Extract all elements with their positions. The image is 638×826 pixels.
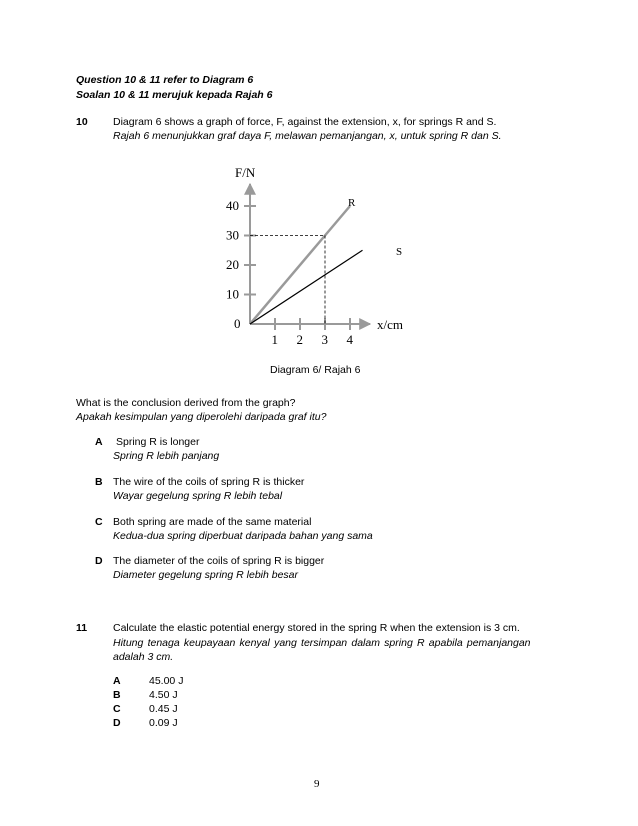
x-tick-label: 3 xyxy=(321,332,328,347)
y-tick-label: 20 xyxy=(226,257,239,272)
series-label-S: S xyxy=(396,246,403,258)
q10-question-my: Apakah kesimpulan yang diperolehi daripada graf itu? xyxy=(76,411,327,423)
q10-question-en: What is the conclusion derived from the graph? xyxy=(76,397,296,409)
diagram-caption: Diagram 6/ Rajah 6 xyxy=(270,364,361,376)
q11-option-letter: C xyxy=(113,703,121,715)
series-line-R xyxy=(250,206,350,324)
x-tick-label: 2 xyxy=(296,332,303,347)
y-tick-label: 30 xyxy=(226,227,239,243)
x-axis-label: x/cm xyxy=(377,317,403,332)
q10-option-my: Spring R lebih panjang xyxy=(113,450,220,462)
y-tick-label: 10 xyxy=(226,286,239,302)
q11-option-value: 45.00 J xyxy=(149,675,184,687)
q11-option-letter: B xyxy=(113,689,121,701)
force-extension-graph xyxy=(220,160,420,350)
page-number: 9 xyxy=(314,778,320,790)
q11-text-my-1: Hitung tenaga keupayaan kenyal yang tersimpan dalam spring R apabila pemanjangan xyxy=(113,637,531,649)
y-tick-label: 40 xyxy=(226,198,239,213)
q10-option-en: Spring R is longer xyxy=(116,436,200,448)
series-line-S xyxy=(250,250,363,324)
q10-text-en: Diagram 6 shows a graph of force, F, against the extension, x, for springs R and S. xyxy=(113,116,497,128)
q11-option-value: 4.50 J xyxy=(149,689,178,701)
x-tick-label: 1 xyxy=(271,332,278,347)
q10-option-my: Diameter gegelung spring R lebih besar xyxy=(113,569,299,581)
q10-option-my: Wayar gegelung spring R lebih tebal xyxy=(113,490,283,502)
q10-option-my: Kedua-dua spring diperbuat daripada bahan yang sama xyxy=(113,530,373,542)
q10-option-en: Both spring are made of the same material xyxy=(113,516,312,528)
header-line-en: Question 10 & 11 refer to Diagram 6 xyxy=(76,74,254,86)
q10-option-en: The wire of the coils of spring R is thicker xyxy=(113,476,305,488)
q11-number: 11 xyxy=(76,622,88,634)
q10-option-letter: D xyxy=(95,555,103,567)
q10-option-letter: C xyxy=(95,516,103,528)
series-label-R: R xyxy=(348,197,356,209)
q10-option-en: The diameter of the coils of spring R is bigger xyxy=(113,555,325,567)
q11-option-value: 0.45 J xyxy=(149,703,178,715)
y-axis-label: F/N xyxy=(235,165,256,180)
q11-option-letter: D xyxy=(113,717,121,729)
q10-option-letter: B xyxy=(95,476,103,488)
q10-number: 10 xyxy=(76,116,88,128)
origin-label: 0 xyxy=(234,316,241,331)
q11-option-letter: A xyxy=(113,675,121,687)
q11-option-value: 0.09 J xyxy=(149,717,178,729)
q10-text-my: Rajah 6 menunjukkan graf daya F, melawan pemanjangan, x, untuk spring R dan S. xyxy=(113,130,502,142)
header-line-my: Soalan 10 & 11 merujuk kepada Rajah 6 xyxy=(76,89,273,101)
q11-text-my-2: adalah 3 cm. xyxy=(113,651,174,663)
x-tick-label: 4 xyxy=(346,332,353,347)
q10-option-letter: A xyxy=(95,436,103,448)
q11-text-en: Calculate the elastic potential energy stored in the spring R when the extension is 3 cm. xyxy=(113,622,520,634)
